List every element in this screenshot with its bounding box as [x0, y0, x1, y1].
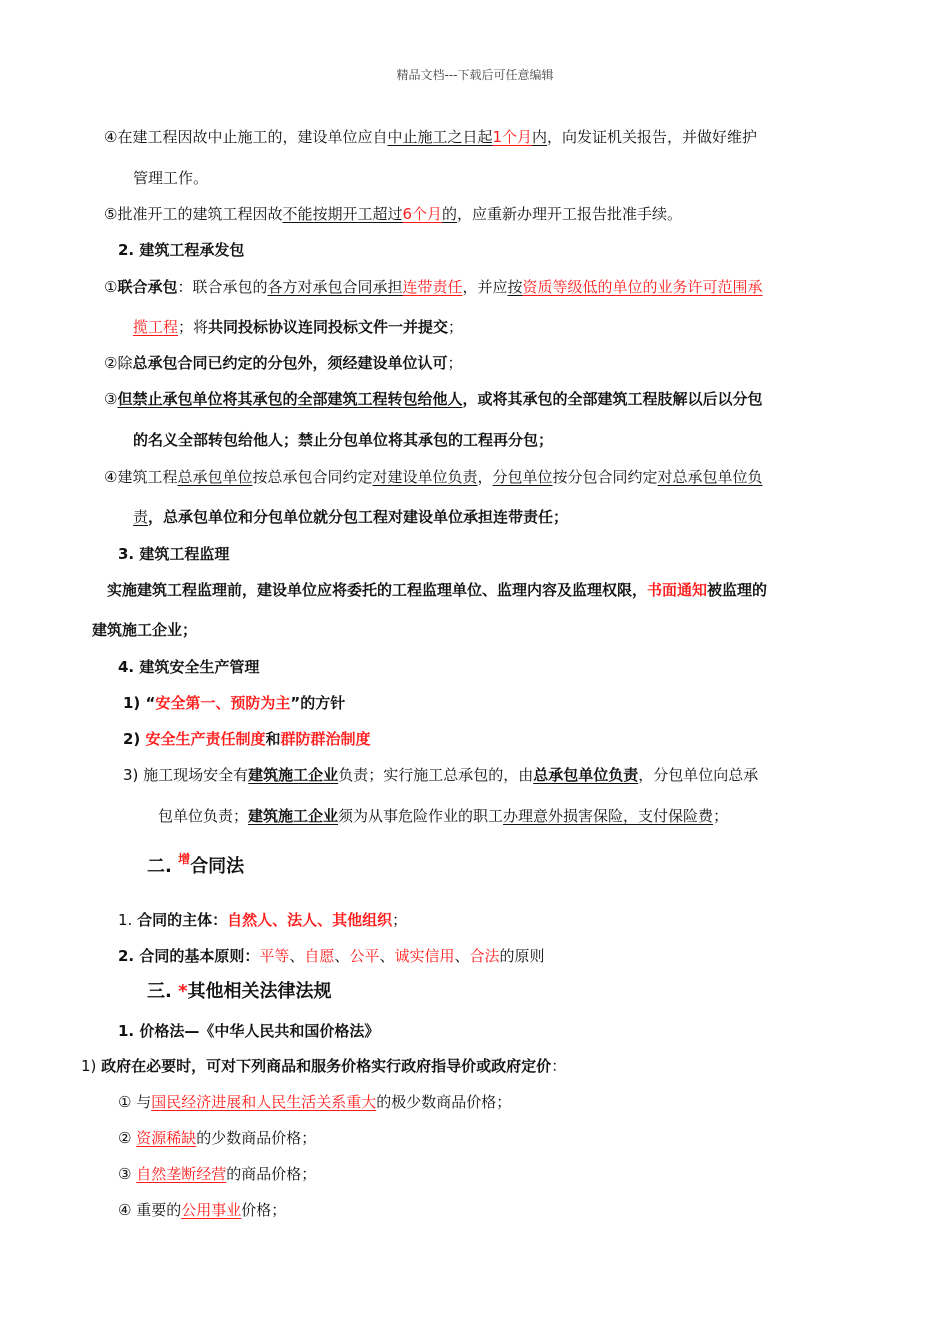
highlight-text: 资源稀缺 — [136, 1129, 197, 1147]
text-segment: 合同法 — [190, 856, 245, 877]
text-segment: 负责；实行施工总承包的，由 — [338, 766, 534, 784]
text-line — [118, 909, 407, 931]
text-segment: 政府在必要时，可对下列商品和服务价格实行政府指导价或政府定价 — [101, 1057, 552, 1075]
text-segment: 总承包单位 — [177, 468, 253, 486]
text-segment: ③ — [104, 390, 118, 408]
text-line — [158, 805, 728, 827]
text-line — [104, 388, 762, 410]
text-segment: 但禁止承包单位将其承包的全部建筑工程转包给他人 — [117, 390, 463, 408]
text-segment: 的原则 — [499, 947, 545, 965]
highlight-text: 6个月 — [402, 205, 443, 223]
text-line — [133, 316, 463, 338]
text-segment: 增 — [178, 852, 191, 866]
text-segment: ③ — [118, 1165, 137, 1183]
text-line — [123, 764, 758, 786]
text-line — [81, 1055, 566, 1077]
text-line — [133, 167, 208, 189]
text-segment: 不能按期开工超过 — [282, 205, 403, 223]
text-segment: ，并应 — [462, 278, 508, 296]
text-segment: 包单位负责； — [158, 807, 249, 825]
text-segment: ，或将其承包的全部建筑工程肢解以后以分包 — [462, 390, 763, 408]
text-line — [147, 981, 332, 1003]
text-segment: ⑤批准开工的建筑工程因故 — [104, 205, 283, 223]
text-segment: 按分包合同约定 — [552, 468, 658, 486]
text-line — [118, 1127, 316, 1149]
text-segment: ； — [392, 911, 408, 929]
text-segment: ，向发证机关报告，并做好维护 — [547, 128, 758, 146]
text-segment: 其他相关法律法规 — [187, 981, 332, 1002]
highlight-text: 揽工程 — [133, 318, 179, 336]
text-segment: 被监理的 — [707, 581, 768, 599]
text-segment: 实施建筑工程监理前，建设单位应将委托的工程监理单位、监理内容及监理权限， — [107, 581, 648, 599]
text-segment: 、 — [379, 947, 395, 965]
text-segment: 分包单位 — [492, 468, 553, 486]
highlight-text: 安全生产责任制度 — [145, 730, 266, 748]
text-line — [107, 579, 767, 601]
text-segment: 2) — [123, 730, 146, 748]
highlight-text: 资质等级低的单位的业务许可范围承 — [522, 278, 763, 296]
highlight-text: 自然人、法人、其他组织 — [227, 911, 393, 929]
text-segment: 3) 施工现场安全有 — [123, 766, 249, 784]
text-line — [118, 1020, 379, 1042]
text-segment: 和 — [265, 730, 281, 748]
text-segment: 对总承包单位负 — [657, 468, 763, 486]
text-segment: 对建设单位负责 — [372, 468, 478, 486]
text-line — [118, 1163, 316, 1185]
text-segment: 、 — [289, 947, 305, 965]
text-segment: 1. 价格法—《中华人民共和国价格法》 — [118, 1022, 380, 1040]
text-segment: 的少数商品价格； — [196, 1129, 317, 1147]
text-segment: 的名义全部转包给他人；禁止分包单位将其承包的工程再分包； — [133, 431, 554, 449]
text-segment: 管理工作。 — [133, 169, 209, 187]
text-segment: ① — [104, 278, 118, 296]
text-segment: 责 — [133, 508, 149, 526]
text-segment: 内 — [532, 128, 548, 146]
highlight-text: 公用事业 — [181, 1201, 242, 1219]
text-line — [133, 506, 568, 528]
text-segment: 建筑施工企业 — [248, 807, 339, 825]
highlight-text: * — [178, 981, 188, 1002]
text-line — [118, 1199, 286, 1221]
text-segment: 价格； — [241, 1201, 287, 1219]
text-segment: 的商品价格； — [226, 1165, 317, 1183]
text-segment: ； — [447, 354, 463, 372]
text-segment: 1. — [118, 911, 138, 929]
highlight-text: 自愿 — [304, 947, 335, 965]
text-segment: ：联合承包的 — [177, 278, 268, 296]
text-line — [92, 619, 197, 641]
highlight-text: 自然垄断经营 — [136, 1165, 227, 1183]
text-line — [123, 692, 345, 714]
text-segment: ④在建工程因故中止施工的，建设单位应自 — [104, 128, 388, 146]
text-line — [104, 126, 757, 148]
text-segment: ： — [551, 1057, 567, 1075]
text-segment: 联合承包 — [117, 278, 178, 296]
text-line — [118, 239, 244, 261]
highlight-text: 书面通知 — [647, 581, 708, 599]
text-segment: 1) “ — [123, 694, 156, 712]
text-segment: ”的方针 — [290, 694, 346, 712]
text-line — [104, 352, 462, 374]
text-segment: 的 — [442, 205, 458, 223]
text-line — [118, 656, 259, 678]
highlight-text: 国民经济进展和人民生活关系重大 — [151, 1093, 377, 1111]
text-segment: 、 — [454, 947, 470, 965]
text-line — [123, 728, 371, 750]
text-line — [133, 429, 553, 451]
text-segment: ④ 重要的 — [118, 1201, 182, 1219]
text-segment: 、 — [334, 947, 350, 965]
text-segment: 中止施工之日起 — [387, 128, 493, 146]
text-segment: 二. — [147, 856, 179, 877]
text-segment: 各方对承包合同承担 — [267, 278, 403, 296]
text-segment: 3. 建筑工程监理 — [118, 545, 230, 563]
page-header: 精品文档---下载后可任意编辑 — [396, 68, 554, 82]
text-segment: 建筑施工企业； — [92, 621, 198, 639]
text-segment: ① 与 — [118, 1093, 152, 1111]
highlight-text: 平等 — [259, 947, 290, 965]
text-segment: ，总承包单位和分包单位就分包工程对建设单位承担连带责任； — [148, 508, 569, 526]
text-segment: ，应重新办理开工报告批准手续。 — [457, 205, 683, 223]
text-segment: 的极少数商品价格； — [376, 1093, 512, 1111]
text-line — [104, 276, 763, 298]
text-segment: 2. 合同的基本原则： — [118, 947, 260, 965]
text-segment: 2. 建筑工程承发包 — [118, 241, 245, 259]
text-segment: 共同投标协议连同投标文件一并提交 — [208, 318, 449, 336]
text-segment: ② — [118, 1129, 137, 1147]
text-segment: 办理意外损害保险，支付保险费 — [503, 807, 714, 825]
highlight-text: 诚实信用 — [394, 947, 455, 965]
text-segment: 总承包合同已约定的分包外，须经建设单位认可 — [132, 354, 448, 372]
text-segment: ②除 — [104, 354, 133, 372]
text-segment: 须为从事危险作业的职工 — [338, 807, 504, 825]
text-segment: ，分包单位向总承 — [638, 766, 759, 784]
highlight-text: 安全第一、预防为主 — [155, 694, 291, 712]
text-segment: 1) — [81, 1057, 102, 1075]
text-line — [118, 1091, 511, 1113]
text-segment: 按 — [507, 278, 523, 296]
highlight-text: 1个月 — [492, 128, 533, 146]
highlight-text: 合法 — [469, 947, 500, 965]
text-line — [104, 203, 682, 225]
text-line — [147, 852, 245, 879]
text-line — [118, 543, 229, 565]
highlight-text: 连带责任 — [402, 278, 463, 296]
text-segment: 总承包单位负责 — [533, 766, 639, 784]
highlight-text: 群防群治制度 — [280, 730, 371, 748]
text-line — [104, 466, 763, 488]
text-line — [118, 945, 545, 967]
text-segment: 三. — [147, 981, 179, 1002]
text-segment: ； — [448, 318, 464, 336]
highlight-text: 公平 — [349, 947, 380, 965]
text-segment: ；将 — [178, 318, 209, 336]
text-segment: 4. 建筑安全生产管理 — [118, 658, 260, 676]
text-segment: ； — [713, 807, 729, 825]
text-segment: 合同的主体： — [137, 911, 228, 929]
text-segment: 建筑施工企业 — [248, 766, 339, 784]
text-segment: 按总承包合同约定 — [252, 468, 373, 486]
text-segment: ， — [477, 468, 493, 486]
text-segment: ④建筑工程 — [104, 468, 178, 486]
